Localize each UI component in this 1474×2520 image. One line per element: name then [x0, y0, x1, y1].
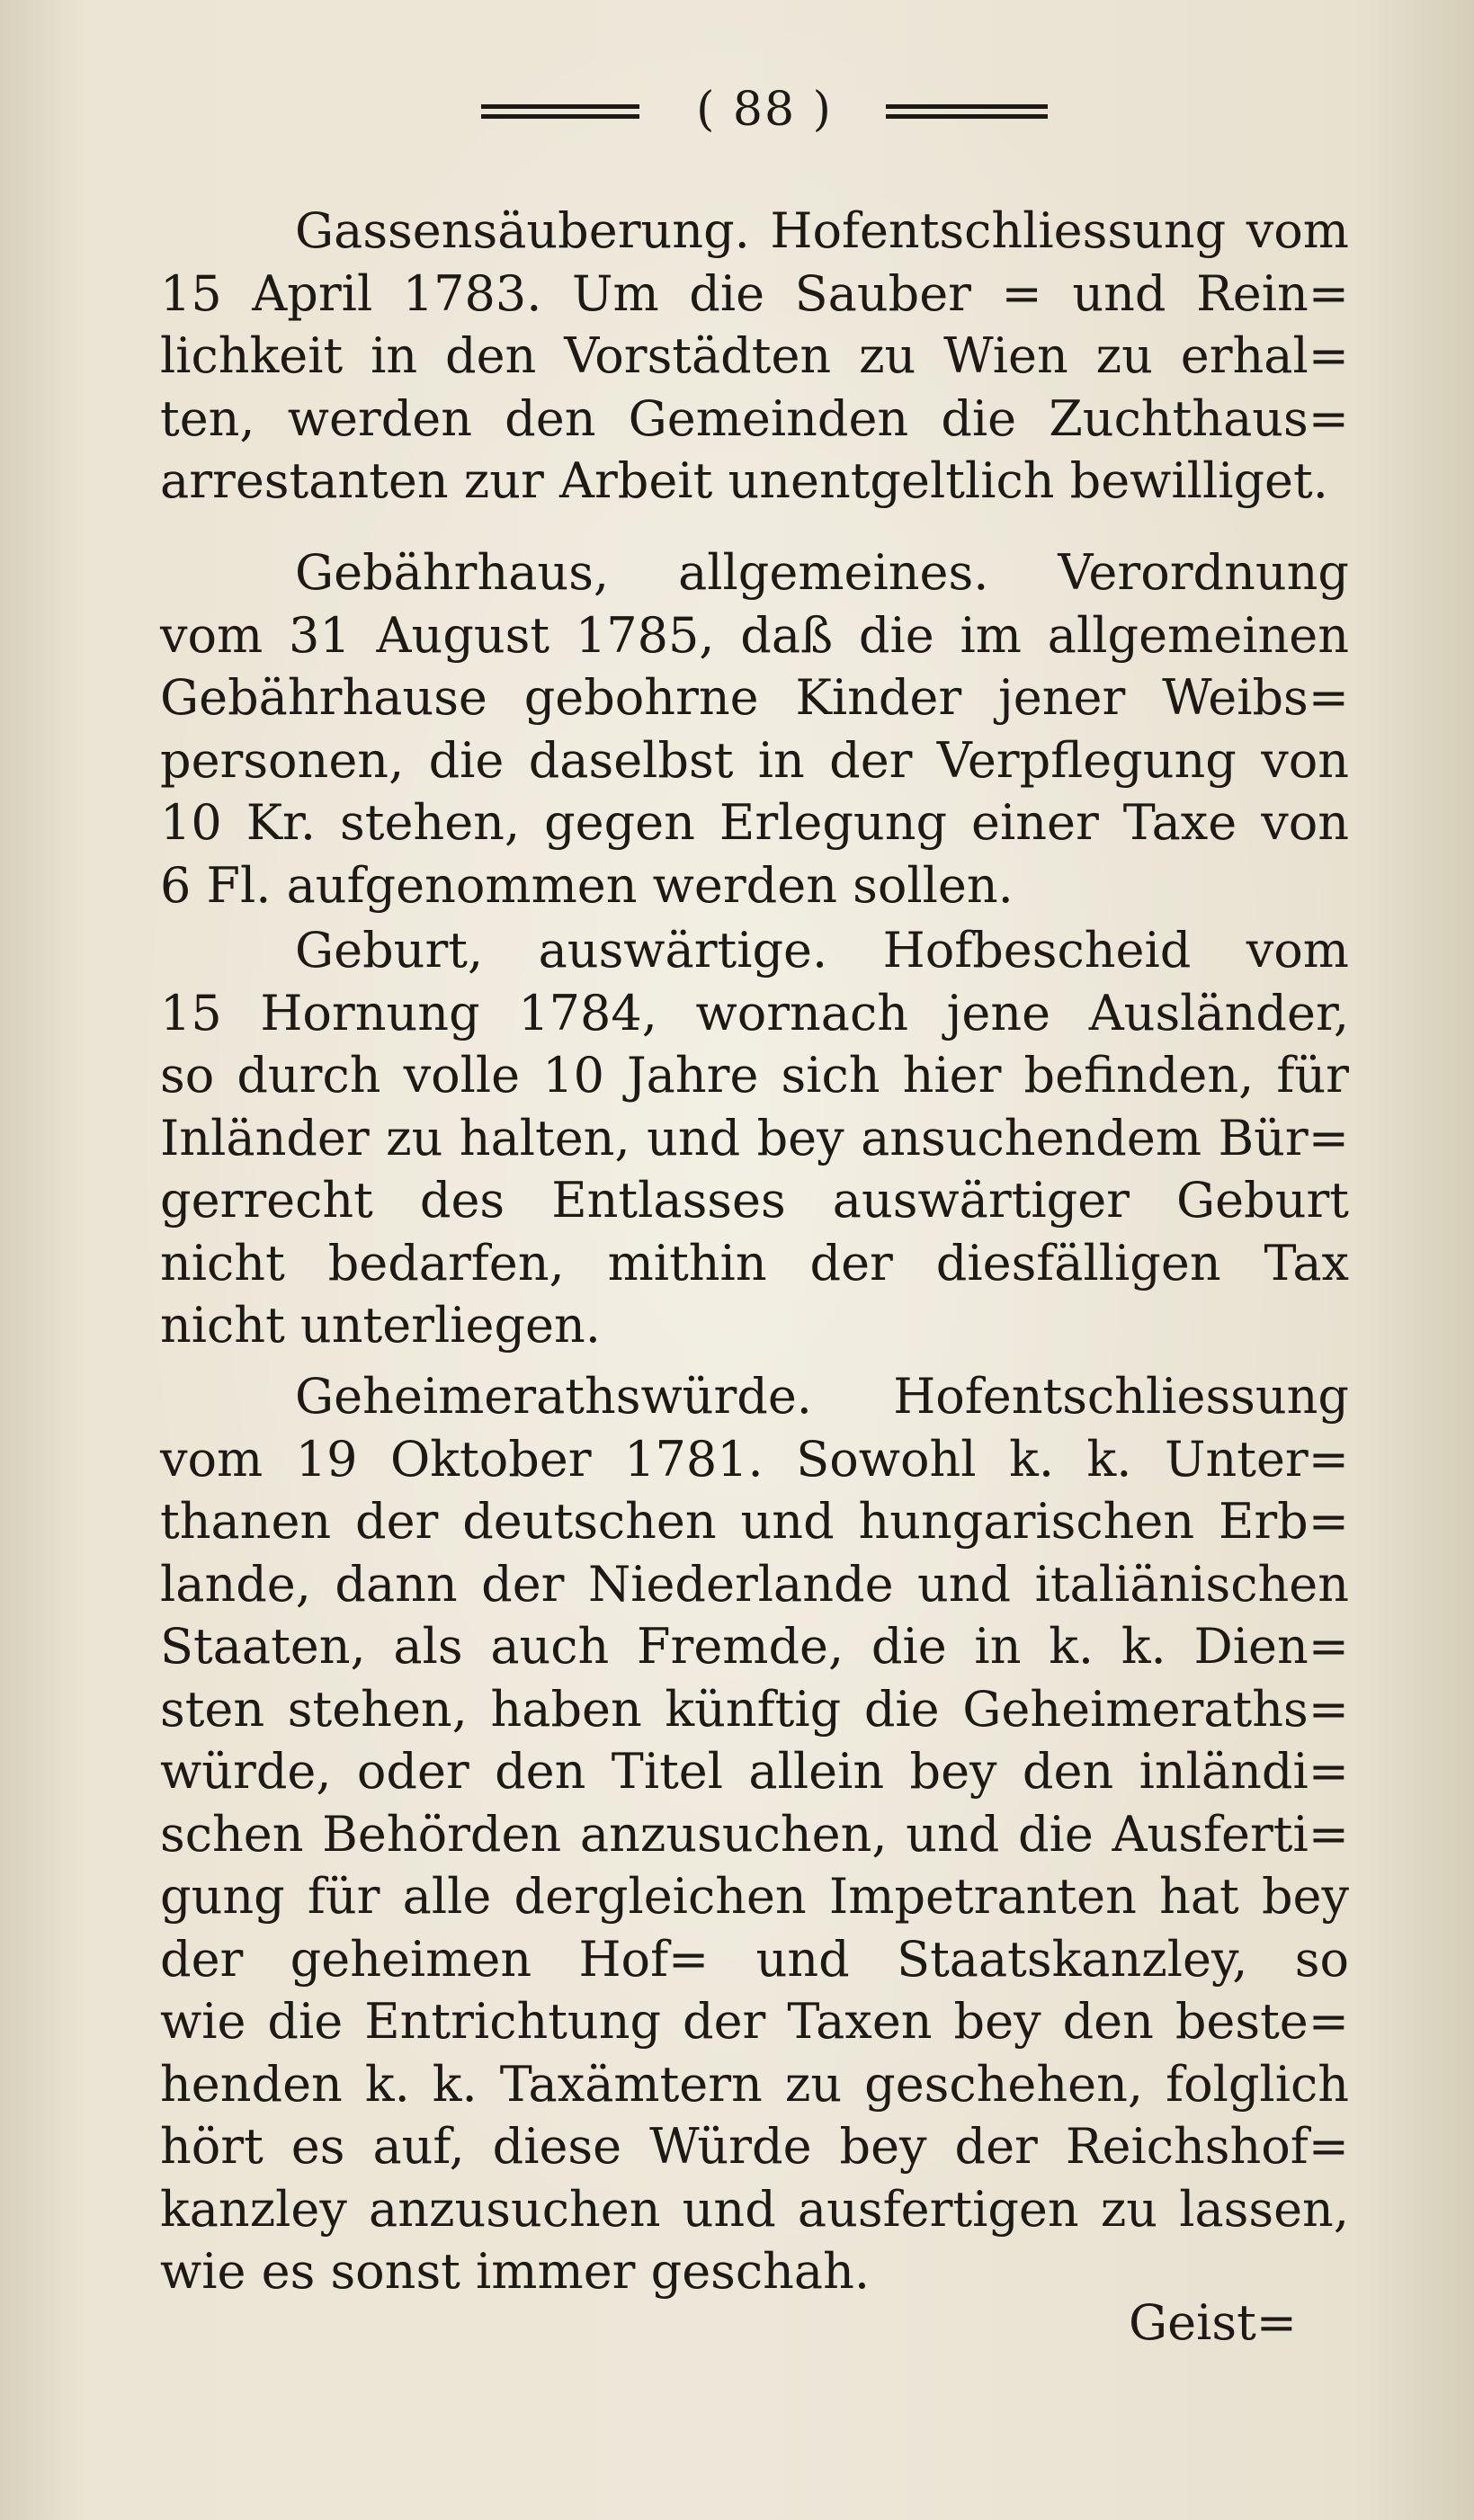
text-line: henden k. k. Taxämtern zu geschehen, folglich [160, 2055, 1349, 2113]
text-line: thanen der deutschen und hungarischen Erb= [160, 1493, 1349, 1550]
text-line: so durch volle 10 Jahre sich hier befinden, für [160, 1047, 1349, 1104]
text-line: lande, dann der Niederlande und italiänischen [160, 1555, 1349, 1613]
text-line: gung für alle dergleichen Impetranten hat bey [160, 1868, 1349, 1925]
page-number: ( 88 ) [696, 83, 833, 137]
text-line: gerrecht des Entlasses auswärtiger Geburt [160, 1172, 1349, 1229]
text-line: ten, werden den Gemeinden die Zuchthaus= [160, 389, 1349, 447]
text-line: arrestanten zur Arbeit unentgeltlich bewilliget. [160, 452, 1328, 509]
text-line: Inländer zu halten, und bey ansuchendem Bür= [160, 1109, 1349, 1166]
entry-geburt [160, 919, 1349, 1357]
text-line: Staaten, als auch Fremde, die in k. k. Dien= [160, 1618, 1349, 1675]
text-line: Gebährhaus, allgemeines. Verordnung [295, 544, 1349, 601]
text-line: vom 19 Oktober 1781. Sowohl k. k. Unter= [160, 1430, 1349, 1488]
text-line: Geburt, auswärtige. Hofbescheid vom [295, 922, 1349, 979]
entry-gebahrhaus [160, 541, 1349, 916]
text-line: wie es sonst immer geschah. [160, 2243, 871, 2300]
text-line: personen, die daselbst in der Verpflegung von [160, 731, 1349, 789]
text-line: würde, oder den Titel allein bey den inländi= [160, 1743, 1349, 1800]
text-line: vom 31 August 1785, daß die im allgemeinen [160, 606, 1349, 664]
entry-gassensauberung [160, 200, 1349, 513]
text-line: schen Behörden anzusuchen, und die Ausferti= [160, 1805, 1349, 1863]
text-line: Gassensäuberung. Hofentschliessung vom [295, 202, 1349, 259]
page-header [0, 83, 1474, 137]
text-line: nicht unterliegen. [160, 1297, 601, 1354]
text-line: lichkeit in den Vorstädten zu Wien zu erhal= [160, 327, 1349, 384]
text-line: 10 Kr. stehen, gegen Erlegung einer Taxe von [160, 794, 1349, 851]
text-line: 15 Hornung 1784, wornach jene Ausländer, [160, 984, 1349, 1041]
text-line: kanzley anzusuchen und ausfertigen zu lassen, [160, 2180, 1349, 2238]
catchword: Geist= [1129, 2294, 1298, 2351]
text-line: hört es auf, diese Würde bey der Reichshof= [160, 2118, 1349, 2175]
text-line: 6 Fl. aufgenommen werden sollen. [160, 856, 1014, 914]
text-line: nicht bedarfen, mithin der diesfälligen Tax [160, 1234, 1349, 1291]
text-line: Geheimerathswürde. Hofentschliessung [295, 1368, 1349, 1425]
text-line: sten stehen, haben künftig die Geheimeraths= [160, 1680, 1349, 1738]
text-line: 15 April 1783. Um die Sauber = und Rein= [160, 264, 1349, 322]
header-rule-right [886, 104, 1048, 119]
text-line: wie die Entrichtung der Taxen bey den beste= [160, 1993, 1349, 2050]
text-line: Gebährhause gebohrne Kinder jener Weibs= [160, 669, 1349, 726]
text-line: der geheimen Hof= und Staatskanzley, so [160, 1930, 1349, 1988]
entry-geheimerathswurde [160, 1365, 1349, 2303]
header-rule-left [481, 104, 639, 119]
